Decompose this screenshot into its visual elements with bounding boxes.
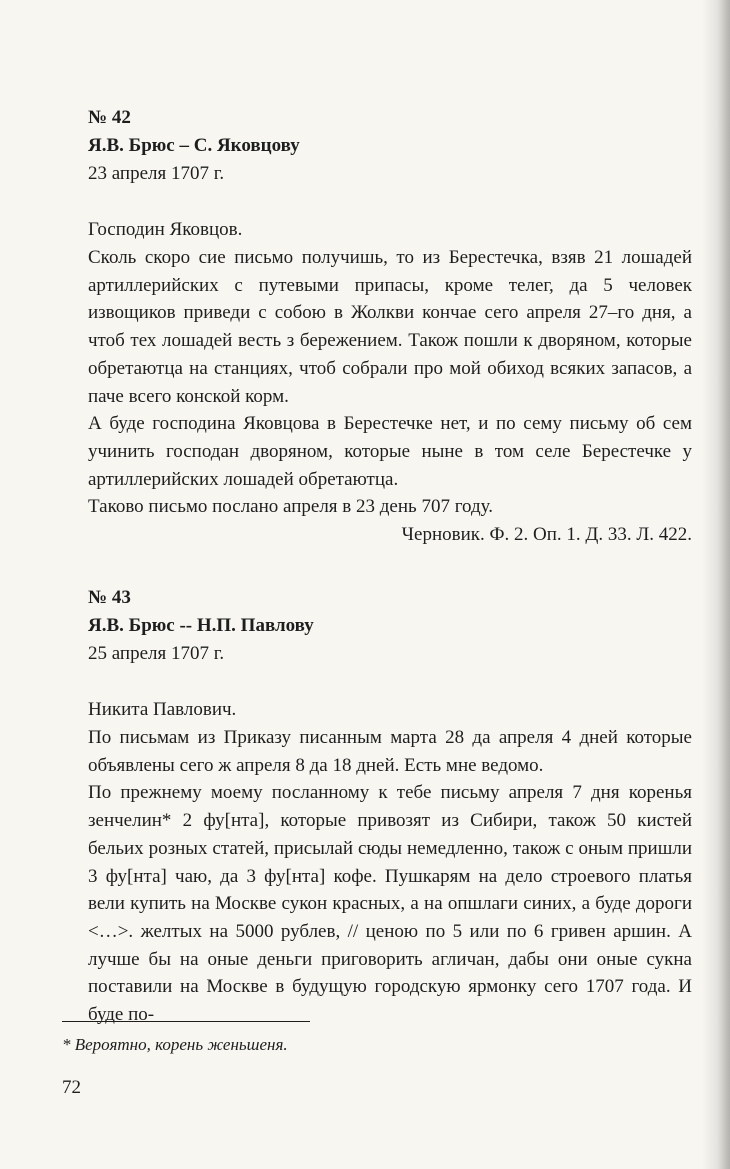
footnote: * Вероятно, корень женьшеня. — [62, 1035, 288, 1054]
page-number: 72 — [62, 1077, 81, 1098]
page-edge-shadow — [702, 0, 730, 1169]
page-content — [88, 104, 692, 1029]
letter-paragraph: Сколь скоро сие письмо получишь, то из Берестечка, взяв 21 лошадей артиллерийских с путевыми припасы, кроме телег, да 5 человек извощиков приведи с собою в Жолкви кончае сего апреля 27–го дня, а чтоб тех лошадей весть з бережением. Також пошли к дворяном, которые обретаютца на станциях, чтоб собрали про мой обиход всяких запасов, а паче всего конской корм. — [88, 247, 692, 407]
footnote-divider — [62, 1021, 310, 1022]
letter-43 — [88, 584, 692, 1029]
letter-paragraph: А буде господина Яковцова в Берестечке нет, и по сему письму об сем учинить господан дворяном, которые ныне в том селе Берестечке у артиллерийских лошадей обретаютца. — [88, 413, 692, 490]
letter-salutation: Господин Яковцов. — [88, 219, 243, 240]
letter-paragraph: По прежнему моему посланному к тебе письму апреля 7 дня коренья зенчелин* 2 фу[нта], которые привозят из Сибири, також 50 кистей бельих розных статей, присылай сюды немедленно, також с оным пришли 3 фу[нта] чаю, да 3 фу[нта] кофе. Пушкарям на дело строевого платья вели купить на Москве сукон красных, а на опшлаги синих, а буде дороги <…>. желтых на 5000 рублев, // ценою по 5 или по 6 гривен аршин. А лучше бы на оные деньги приговорить агличан, дабы они оные сукна поставили на Москве в будущую городскую ярмонку сего 1707 года. И буде по- — [88, 782, 692, 1026]
letter-date: 25 апреля 1707 г. — [88, 643, 225, 665]
letter-heading: Я.В. Брюс – С. Яковцову — [88, 135, 300, 156]
letter-heading: Я.В. Брюс -- Н.П. Павлову — [88, 615, 314, 637]
archive-reference: Черновик. Ф. 2. Оп. 1. Д. 33. Л. 422. — [401, 524, 692, 546]
letter-salutation: Никита Павлович. — [88, 699, 237, 721]
letter-date: 23 апреля 1707 г. — [88, 163, 225, 184]
letter-number: № 43 — [88, 587, 131, 609]
letter-paragraph: По письмам из Приказу писанным марта 28 да апреля 4 дней которые объявлены сего ж апреля 8 да 18 дней. Есть мне ведомо. — [88, 727, 692, 776]
letter-42 — [88, 104, 692, 549]
letter-paragraph: Таково письмо послано апреля в 23 день 707 году. — [88, 496, 493, 518]
letter-number: № 42 — [88, 107, 131, 128]
